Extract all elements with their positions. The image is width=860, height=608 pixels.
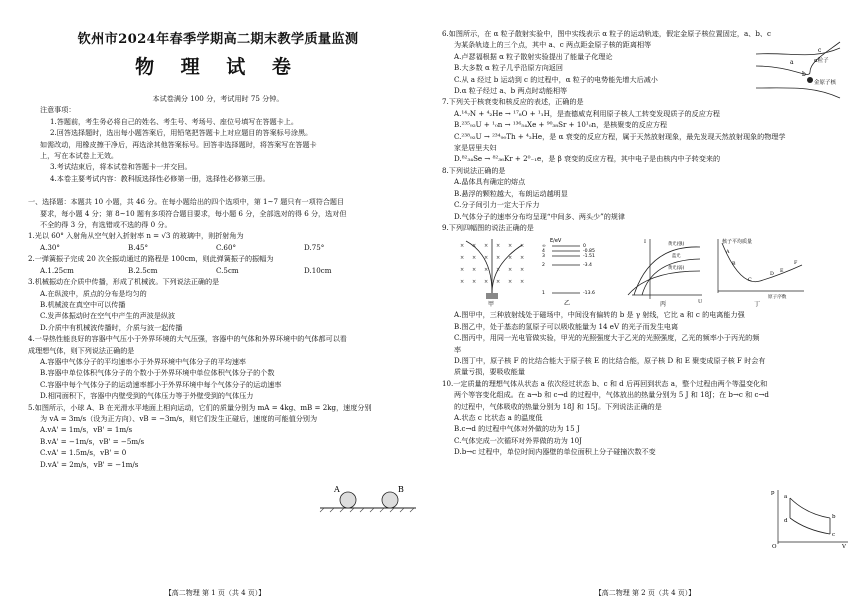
svg-text:B: B bbox=[732, 262, 736, 268]
page-footer: 【高二物理 第 1 页（共 4 页）】 bbox=[164, 589, 266, 597]
section-heading: 不全的得 3 分，有选错或不选的得 0 分。 bbox=[40, 220, 172, 230]
svg-text:∞: ∞ bbox=[542, 244, 546, 250]
option: A.在纵波中，质点的分布是均匀的 bbox=[40, 288, 147, 298]
note-line: 3.考试结束后，将本试卷和答题卡一并交回。 bbox=[50, 162, 192, 172]
option: C.分子间引力一定大于斥力 bbox=[454, 200, 540, 210]
section-heading: 一、选择题：本题共 10 小题，共 46 分。在每小题给出的四个选项中，第 1~7 题只有一项符合题目 bbox=[28, 197, 345, 207]
note-line: 2.回答选择题时，选出每小题答案后，用铅笔把答题卡上对应题目的答案标号涂黑。 bbox=[50, 128, 313, 138]
energy-levels bbox=[552, 246, 580, 293]
score-note: 本试卷满分 100 分，考试用时 75 分钟。 bbox=[152, 94, 284, 103]
option: C.5cm bbox=[216, 265, 239, 275]
option: B.²³⁵₉₂U + ¹₀n → ¹³⁶₅₄Xe + ⁹⁰₃₈Sr + 10¹₀n，是核聚变的反应方程 bbox=[454, 120, 668, 130]
figure-ding-label: 丁 bbox=[754, 301, 761, 308]
option: A.容器中气体分子的平均速率小于外界环境中气体分子的平均速率 bbox=[40, 356, 247, 366]
question-1-stem: 1.光以 60° 入射角从空气射入折射率 n = √3 的玻璃中，则折射角为 bbox=[28, 231, 244, 241]
energy-values bbox=[583, 243, 595, 296]
option: B.45° bbox=[128, 242, 149, 252]
svg-text:V: V bbox=[842, 544, 846, 548]
question-3-stem: 3.机械振动在介质中传播，形成了机械波。下列说法正确的是 bbox=[28, 277, 220, 287]
figure-yi-label: 乙 bbox=[564, 300, 571, 308]
trajectory bbox=[756, 88, 840, 98]
option: A.晶体具有确定的熔点 bbox=[454, 177, 526, 187]
question-2-options bbox=[28, 265, 408, 276]
svg-text:×: × bbox=[496, 267, 501, 274]
option: D.b→c 过程中，单位时间内器壁的单位面积上分子碰撞次数不变 bbox=[454, 447, 656, 457]
point-b-label: b bbox=[802, 71, 806, 78]
svg-text:×: × bbox=[460, 267, 465, 274]
svg-text:0: 0 bbox=[583, 244, 586, 250]
exam-subject: 物 理 试 卷 bbox=[135, 56, 301, 78]
svg-text:D: D bbox=[770, 272, 774, 278]
svg-text:a: a bbox=[784, 494, 788, 500]
option: C.60° bbox=[216, 242, 237, 252]
axis-u-label: U bbox=[698, 299, 703, 306]
svg-text:×: × bbox=[460, 243, 465, 250]
option: B.机械波在真空中可以传播 bbox=[40, 299, 126, 309]
option: D.气体分子的速率分布均呈现“中间多、两头少”的规律 bbox=[454, 211, 626, 221]
question-7-stem: 7.下列关于核衰变和核反应的表述，正确的是 bbox=[442, 97, 584, 107]
svg-text:×: × bbox=[472, 255, 477, 262]
question-4-stem: 成理想气体，则下列说法正确的是 bbox=[28, 345, 135, 355]
option: D.介质中有机械波传播时，介质与波一起传播 bbox=[40, 322, 183, 332]
option: D.10cm bbox=[304, 265, 332, 275]
notes-title: 注意事项： bbox=[40, 105, 76, 115]
source-block bbox=[486, 293, 498, 299]
point-a-label: a bbox=[790, 59, 794, 66]
collision-figure bbox=[318, 478, 418, 514]
svg-text:×: × bbox=[472, 243, 477, 250]
svg-text:×: × bbox=[484, 267, 489, 274]
svg-text:×: × bbox=[520, 267, 525, 274]
energy-axis-label: E/eV bbox=[550, 238, 562, 245]
question-6-stem: 6.如图所示，在 α 粒子散射实验中，图中实线表示 α 粒子的运动轨迹，假定金原子核位置固定，a、b、c bbox=[442, 29, 771, 38]
svg-text:×: × bbox=[508, 255, 513, 262]
svg-text:×: × bbox=[496, 255, 501, 262]
option: A.卢瑟福根据 α 粒子散射实验提出了能量子化理论 bbox=[454, 51, 613, 61]
svg-text:F: F bbox=[794, 261, 798, 267]
option: A.图甲中，三种放射线处于磁场中，中间没有偏转的 b 是 γ 射线，它比 a 和 c 的电离能力强 bbox=[454, 310, 745, 320]
svg-text:O: O bbox=[772, 544, 777, 548]
svg-text:-3.4: -3.4 bbox=[583, 263, 592, 269]
note-line: 1.答题前，考生务必将自己的姓名、考生号、考场号、座位号填写在答题卡上。 bbox=[50, 116, 298, 126]
note-line: 上，写在本试卷上无效。 bbox=[40, 151, 119, 161]
svg-text:p: p bbox=[771, 490, 775, 496]
axis-label: 原子序数 bbox=[768, 295, 787, 301]
svg-text:×: × bbox=[484, 255, 489, 262]
isotherm-ab bbox=[790, 498, 830, 518]
note-line: 如需改动，用橡皮擦干净后，再选涂其他答案标号。回答非选择题时，将答案写在答题卡 bbox=[40, 139, 317, 149]
svg-text:×: × bbox=[472, 267, 477, 274]
option: C.vA' = 1.5m/s，vB' = 0 bbox=[40, 448, 127, 458]
option: D.75° bbox=[304, 242, 325, 252]
point-labels bbox=[725, 249, 798, 283]
svg-text:×: × bbox=[460, 279, 465, 286]
question-10-stem: 的过程中，气体吸收的热量分别为 18J 和 15J。下列说法正确的是 bbox=[454, 401, 662, 411]
ball-a-label: A bbox=[334, 485, 340, 494]
svg-text:×: × bbox=[496, 279, 501, 286]
svg-text:E: E bbox=[780, 269, 784, 275]
option: D.α 粒子经过 a、b 两点时动能相等 bbox=[454, 86, 568, 96]
pv-labels bbox=[771, 490, 847, 548]
question-1-options bbox=[28, 242, 408, 253]
svg-text:-0.85: -0.85 bbox=[583, 249, 595, 255]
svg-text:×: × bbox=[484, 243, 489, 250]
gold-nucleus bbox=[807, 77, 813, 83]
mass-axis-label: 核子平均质量 bbox=[722, 239, 753, 246]
curve-labels bbox=[668, 240, 685, 271]
question-6-stem: 为某条轨迹上的三个点，其中 a、c 两点距金原子核的距离相等 bbox=[454, 40, 652, 50]
svg-text:2: 2 bbox=[542, 263, 545, 269]
option: C.容器中每个气体分子的运动速率都小于外界环境中每个气体分子的运动速率 bbox=[40, 379, 282, 389]
option: D.vA' = 2m/s，vB' = −1m/s bbox=[40, 459, 139, 469]
svg-text:1: 1 bbox=[542, 291, 545, 297]
page-footer: 【高二物理 第 2 页（共 4 页）】 bbox=[594, 589, 696, 597]
option: D.相同面积下，容器中内壁受到的气体压力等于外壁受到的气体压力 bbox=[40, 391, 254, 401]
question-4-stem: 4.一导热性能良好的容器中气压小于外界环境的大气压强，容器中的气体和外界环境中的气体都可以看 bbox=[28, 334, 347, 344]
nucleus-label: 金原子核 bbox=[814, 80, 837, 86]
svg-text:×: × bbox=[508, 267, 513, 274]
point-c-label: c bbox=[818, 47, 822, 54]
svg-text:b: b bbox=[832, 514, 836, 520]
question-2-stem: 2.一弹簧振子完成 20 次全振动通过的路程是 100cm，则此弹簧振子的振幅为 bbox=[28, 254, 274, 264]
exam-title: 钦州市2024年春季学期高二期末教学质量监测 bbox=[77, 32, 359, 47]
svg-text:d: d bbox=[784, 518, 788, 524]
option: D.⁸²₃₄Se → ⁸²₃₆Kr + 2⁰₋₁e，是 β 衰变的反应方程，其中电子是由核内中子转变来的 bbox=[454, 154, 721, 164]
svg-text:×: × bbox=[484, 279, 489, 286]
ball-b bbox=[382, 492, 398, 508]
svg-text:黄光(弱): 黄光(弱) bbox=[668, 266, 685, 272]
alpha-scattering-figure bbox=[752, 40, 844, 104]
n-labels bbox=[542, 244, 546, 296]
axis-i-label: I bbox=[644, 239, 646, 246]
pv-diagram bbox=[770, 488, 850, 548]
option: B.悬浮的颗粒越大，布朗运动越明显 bbox=[454, 188, 568, 198]
question-10-stem: 两个等容变化组成。在 a→b 和 c→d 的过程中，气体放出的热量分别为 5 J 和 18J；在 b→c 和 c→d bbox=[454, 390, 769, 400]
option: 率 bbox=[454, 344, 462, 354]
option: 家是居里夫妇 bbox=[454, 143, 497, 153]
ball-a bbox=[340, 492, 356, 508]
option: C.图丙中，用同一光电管做实验，甲光的光照强度大于乙光的光照强度，乙光的频率小于丙光的频 bbox=[454, 333, 760, 343]
svg-text:3: 3 bbox=[542, 254, 545, 260]
figure-jia bbox=[450, 235, 534, 307]
alpha-label: α粒子 bbox=[814, 58, 829, 64]
option: B.容器中单位体积气体分子的个数小于外界环境中单位体积气体分子的个数 bbox=[40, 368, 275, 378]
svg-text:×: × bbox=[508, 279, 513, 286]
figure-yi bbox=[540, 235, 614, 307]
option: A.1.25cm bbox=[40, 265, 74, 275]
svg-text:×: × bbox=[520, 279, 525, 286]
svg-text:×: × bbox=[520, 243, 525, 250]
svg-text:c: c bbox=[832, 532, 836, 538]
option: A.状态 c 比状态 a 的温度低 bbox=[454, 412, 543, 422]
svg-text:×: × bbox=[472, 279, 477, 286]
svg-text:蓝光: 蓝光 bbox=[672, 254, 681, 260]
question-9-stem: 9.下列四幅图的说法正确的是 bbox=[442, 222, 534, 232]
page-2 bbox=[430, 0, 860, 608]
option: C.气体完成一次循环对外界做的功为 10J bbox=[454, 435, 582, 445]
option: B.2.5cm bbox=[128, 265, 158, 275]
figure-bing bbox=[620, 235, 704, 307]
svg-text:×: × bbox=[520, 255, 525, 262]
option: C.发声体振动时在空气中产生的声波是纵波 bbox=[40, 311, 176, 321]
option: B.vA' = −1m/s，vB' = −5m/s bbox=[40, 436, 145, 446]
ground-hatch bbox=[320, 508, 414, 512]
question-9-figures bbox=[450, 235, 836, 307]
isotherm-cd bbox=[790, 518, 830, 534]
option: C.²³⁸₉₂U → ²³⁴₉₀Th + ⁴₂He，是 α 衰变的反应方程，属于天然放射现象，最先发现天然放射现象的物理学 bbox=[454, 131, 786, 141]
option: A.¹⁴₇N + ⁴₂He → ¹⁷₈O + ¹₁H，是查德威克利用原子核人工转变发现质子的反应方程 bbox=[454, 108, 721, 118]
note-line: 4.本卷主要考试内容：教科版选择性必修第一册，选择性必修第三册。 bbox=[50, 173, 270, 183]
svg-text:×: × bbox=[496, 243, 501, 250]
svg-text:C: C bbox=[748, 278, 752, 284]
option: D.图丁中，原子核 F 的比结合能大于原子核 E 的比结合能，原子核 D 和 E 聚变成原子核 F 时会有 bbox=[454, 355, 766, 365]
figure-ding bbox=[710, 235, 806, 307]
question-8-stem: 8.下列说法正确的是 bbox=[442, 165, 506, 175]
svg-text:4: 4 bbox=[542, 249, 545, 255]
section-heading: 要求，每小题 4 分；第 8~10 题有多项符合题目要求，每小题 6 分，全部选对的得 6 分，选对但 bbox=[40, 208, 347, 218]
figure-bing-label: 丙 bbox=[660, 301, 667, 308]
option: B.c→d 的过程中气体对外做的功为 15 J bbox=[454, 424, 580, 434]
ball-b-label: B bbox=[398, 485, 404, 494]
svg-text:黄光(强): 黄光(强) bbox=[668, 242, 685, 248]
option: A.vA' = 1m/s，vB' = 1m/s bbox=[40, 425, 133, 435]
option: A.30° bbox=[40, 242, 60, 252]
question-5-stem: 为 vA = 3m/s（设为正方向）、vB = −3m/s，则它们发生正碰后，速度的可能值分别为 bbox=[40, 413, 318, 423]
figure-jia-label: 甲 bbox=[488, 301, 495, 308]
svg-text:-1.51: -1.51 bbox=[583, 254, 595, 260]
option: 质量亏损，要吸收能量 bbox=[454, 367, 525, 377]
option: B.大多数 α 粒子几乎沿原方向返回 bbox=[454, 63, 563, 73]
svg-text:×: × bbox=[460, 255, 465, 262]
option: B.图乙中，处于基态的氢原子可以吸收能量为 14 eV 的光子而发生电离 bbox=[454, 321, 679, 331]
question-5-stem: 5.如图所示，小球 A、B 在光滑水平地面上相向运动，它们的质量分别为 mA = 4kg、mB = 2kg，速度分别 bbox=[28, 402, 372, 412]
svg-text:×: × bbox=[508, 243, 513, 250]
option: C.从 a 经过 b 运动到 c 的过程中，α 粒子的电势能先增大后减小 bbox=[454, 74, 658, 84]
question-10-stem: 10.一定质量的理想气体从状态 a 依次经过状态 b、c 和 d 后再回到状态 a，整个过程由两个等温变化和 bbox=[442, 378, 768, 388]
svg-text:A: A bbox=[726, 250, 730, 256]
svg-text:-13.6: -13.6 bbox=[583, 291, 595, 297]
